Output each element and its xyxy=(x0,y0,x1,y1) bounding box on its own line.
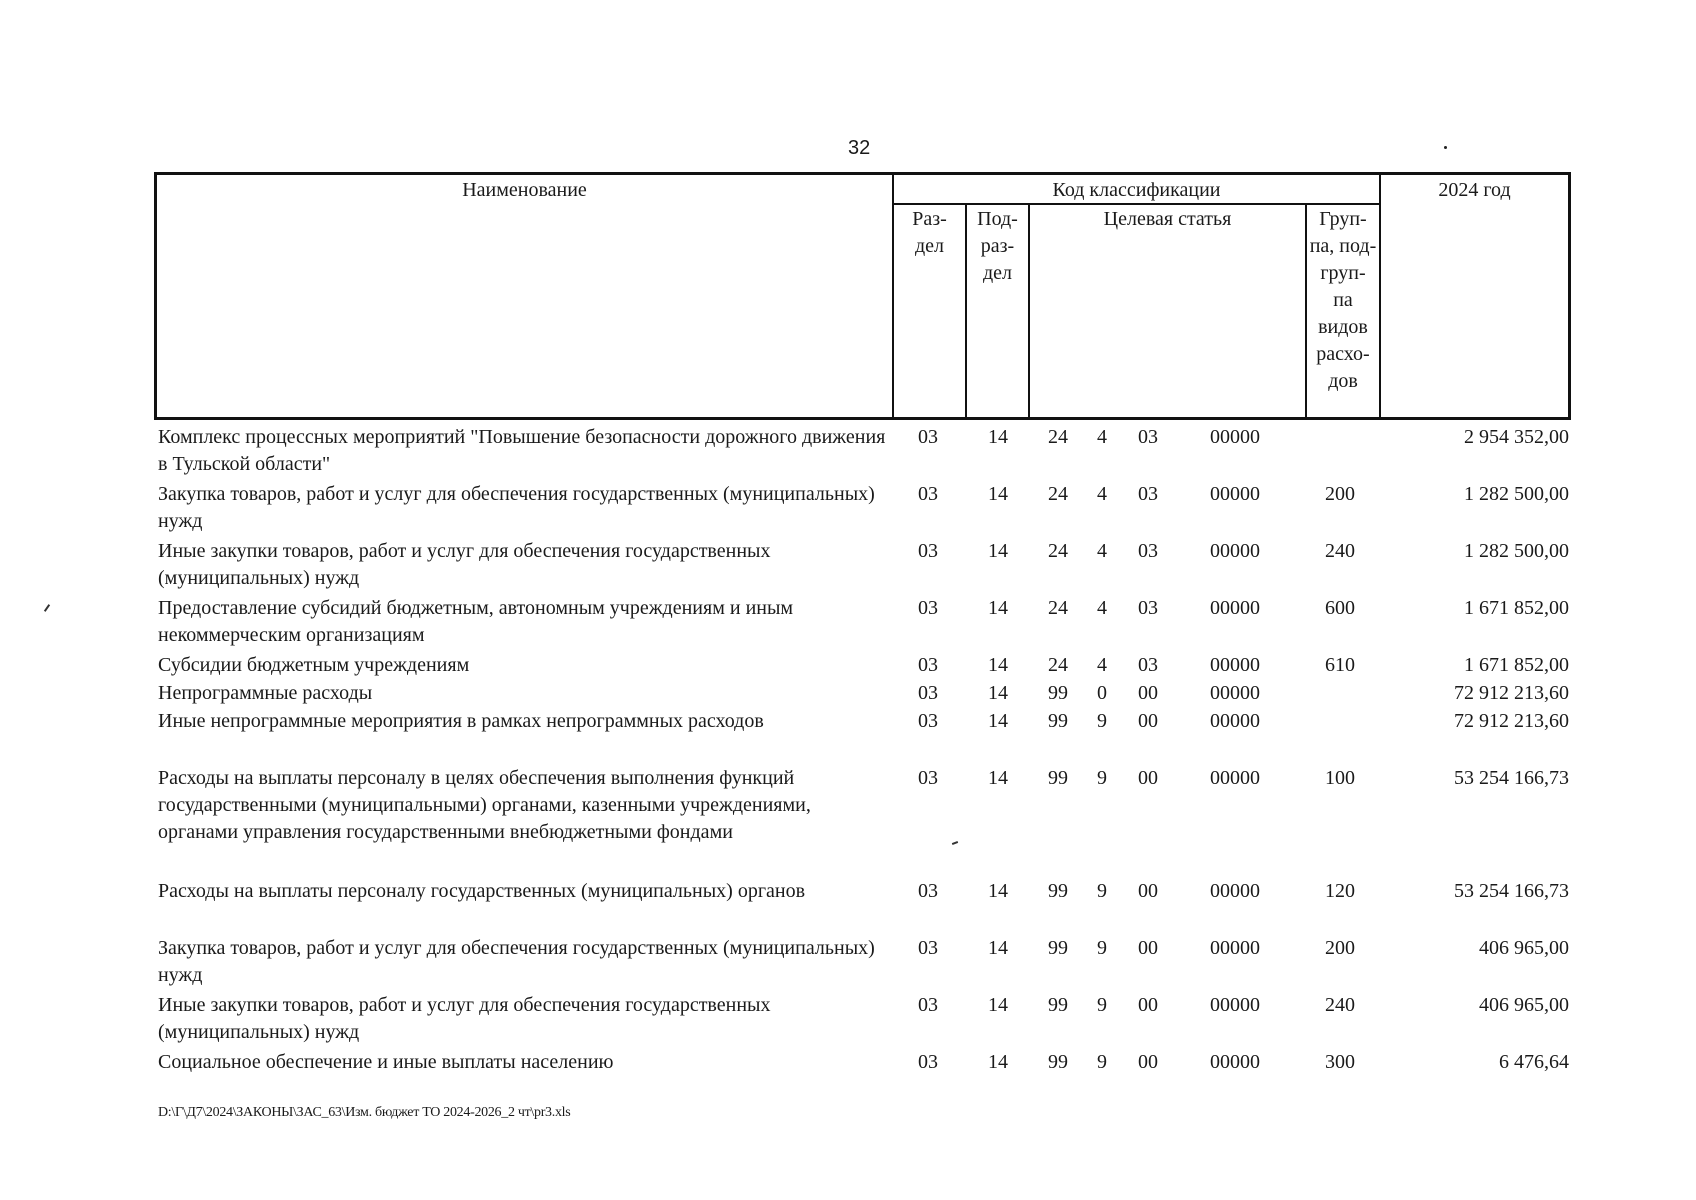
row-target-direction: 00000 xyxy=(1210,483,1260,505)
margin-mark xyxy=(44,604,50,612)
row-target-direction: 00000 xyxy=(1210,994,1260,1016)
row-razdel: 03 xyxy=(918,426,938,448)
row-target-subprogram: 00 xyxy=(1138,994,1158,1016)
row-razdel: 03 xyxy=(918,682,938,704)
row-name: Закупка товаров, работ и услуг для обеспечения государственных (муниципальных) нужд xyxy=(158,483,875,532)
row-target-subprogram: 00 xyxy=(1138,880,1158,902)
row-target-type: 9 xyxy=(1097,880,1107,902)
row-name: Непрограммные расходы xyxy=(158,682,373,704)
row-target-type: 4 xyxy=(1097,426,1107,448)
scan-mark xyxy=(952,841,958,845)
row-target-subprogram: 00 xyxy=(1138,1051,1158,1073)
row-amount: 6 476,64 xyxy=(1499,1051,1569,1073)
row-podrazdel: 14 xyxy=(988,767,1008,789)
row-expense-group: 610 xyxy=(1325,654,1355,676)
row-target-program: 99 xyxy=(1048,994,1068,1016)
row-target-type: 4 xyxy=(1097,540,1107,562)
header-divider xyxy=(1379,175,1381,417)
row-target-subprogram: 00 xyxy=(1138,937,1158,959)
row-razdel: 03 xyxy=(918,880,938,902)
row-target-subprogram: 00 xyxy=(1138,710,1158,732)
row-target-type: 4 xyxy=(1097,654,1107,676)
row-target-direction: 00000 xyxy=(1210,767,1260,789)
row-target-direction: 00000 xyxy=(1210,682,1260,704)
row-name: Предоставление субсидий бюджетным, автономным учреждениям и иным некоммерческим организациям xyxy=(158,597,794,646)
row-name: Комплекс процессных мероприятий "Повышение безопасности дорожного движения в Тульской области" xyxy=(158,426,886,475)
row-name: Социальное обеспечение и иные выплаты населению xyxy=(158,1051,614,1073)
row-target-subprogram: 03 xyxy=(1138,426,1158,448)
row-podrazdel: 14 xyxy=(988,994,1008,1016)
header-podrazdel: Под- раз- дел xyxy=(977,208,1018,284)
row-podrazdel: 14 xyxy=(988,654,1008,676)
row-name: Иные закупки товаров, работ и услуг для обеспечения государственных (муниципальных) нужд xyxy=(158,994,771,1043)
header-name: Наименование xyxy=(462,179,587,201)
row-target-direction: 00000 xyxy=(1210,654,1260,676)
row-podrazdel: 14 xyxy=(988,540,1008,562)
row-target-type: 9 xyxy=(1097,937,1107,959)
row-target-direction: 00000 xyxy=(1210,540,1260,562)
row-target-direction: 00000 xyxy=(1210,710,1260,732)
row-expense-group: 600 xyxy=(1325,597,1355,619)
row-expense-group: 300 xyxy=(1325,1051,1355,1073)
row-razdel: 03 xyxy=(918,597,938,619)
row-podrazdel: 14 xyxy=(988,937,1008,959)
row-amount: 1 671 852,00 xyxy=(1464,654,1569,676)
row-podrazdel: 14 xyxy=(988,710,1008,732)
header-year: 2024 год xyxy=(1438,179,1511,201)
row-amount: 2 954 352,00 xyxy=(1464,426,1569,448)
row-target-subprogram: 03 xyxy=(1138,597,1158,619)
row-amount: 406 965,00 xyxy=(1479,994,1569,1016)
row-target-subprogram: 03 xyxy=(1138,540,1158,562)
header-target-article: Целевая статья xyxy=(1103,208,1232,230)
row-target-type: 4 xyxy=(1097,597,1107,619)
row-target-subprogram: 00 xyxy=(1138,682,1158,704)
row-amount: 72 912 213,60 xyxy=(1454,682,1569,704)
row-target-direction: 00000 xyxy=(1210,426,1260,448)
row-target-program: 24 xyxy=(1048,654,1068,676)
row-name: Иные непрограммные мероприятия в рамках непрограммных расходов xyxy=(158,710,764,732)
row-target-type: 9 xyxy=(1097,710,1107,732)
row-target-subprogram: 00 xyxy=(1138,767,1158,789)
row-name: Расходы на выплаты персоналу в целях обеспечения выполнения функций государственными (муниципальными) органами, казенными учреждениями, органами управления государственными внебюджетными фондами xyxy=(158,767,811,843)
row-name: Субсидии бюджетным учреждениям xyxy=(158,654,470,676)
row-razdel: 03 xyxy=(918,654,938,676)
row-podrazdel: 14 xyxy=(988,1051,1008,1073)
row-amount: 53 254 166,73 xyxy=(1454,880,1569,902)
row-target-type: 9 xyxy=(1097,1051,1107,1073)
row-target-type: 4 xyxy=(1097,483,1107,505)
row-target-subprogram: 03 xyxy=(1138,654,1158,676)
header-group: Груп- па, под- груп- па видов расхо- дов xyxy=(1309,208,1377,392)
row-razdel: 03 xyxy=(918,937,938,959)
header-razdel: Раз- дел xyxy=(912,208,947,257)
row-amount: 1 282 500,00 xyxy=(1464,483,1569,505)
row-target-program: 99 xyxy=(1048,710,1068,732)
table-header xyxy=(154,172,1571,420)
row-target-program: 24 xyxy=(1048,540,1068,562)
row-podrazdel: 14 xyxy=(988,597,1008,619)
row-name: Закупка товаров, работ и услуг для обеспечения государственных (муниципальных) нужд xyxy=(158,937,875,986)
row-expense-group: 200 xyxy=(1325,483,1355,505)
row-razdel: 03 xyxy=(918,710,938,732)
row-target-program: 99 xyxy=(1048,682,1068,704)
header-classification-code: Код классификации xyxy=(1052,179,1221,201)
row-razdel: 03 xyxy=(918,1051,938,1073)
row-target-program: 99 xyxy=(1048,880,1068,902)
row-amount: 72 912 213,60 xyxy=(1454,710,1569,732)
file-path-footer: D:\Г\Д7\2024\ЗАКОНЫ\ЗАС_63\Изм. бюджет ТО 2024-2026_2 чт\pr3.xls xyxy=(158,1105,571,1120)
row-amount: 53 254 166,73 xyxy=(1454,767,1569,789)
row-target-program: 99 xyxy=(1048,937,1068,959)
header-divider xyxy=(1028,203,1030,417)
row-expense-group: 200 xyxy=(1325,937,1355,959)
row-target-type: 9 xyxy=(1097,994,1107,1016)
row-podrazdel: 14 xyxy=(988,426,1008,448)
row-podrazdel: 14 xyxy=(988,483,1008,505)
page-number: 32 xyxy=(848,137,871,159)
row-target-type: 9 xyxy=(1097,767,1107,789)
row-name: Расходы на выплаты персоналу государственных (муниципальных) органов xyxy=(158,880,806,902)
row-razdel: 03 xyxy=(918,767,938,789)
row-target-direction: 00000 xyxy=(1210,597,1260,619)
row-target-direction: 00000 xyxy=(1210,880,1260,902)
row-razdel: 03 xyxy=(918,540,938,562)
row-expense-group: 100 xyxy=(1325,767,1355,789)
row-podrazdel: 14 xyxy=(988,682,1008,704)
row-amount: 1 282 500,00 xyxy=(1464,540,1569,562)
scan-dot xyxy=(1444,146,1447,149)
row-amount: 1 671 852,00 xyxy=(1464,597,1569,619)
row-razdel: 03 xyxy=(918,483,938,505)
row-expense-group: 240 xyxy=(1325,540,1355,562)
row-amount: 406 965,00 xyxy=(1479,937,1569,959)
row-name: Иные закупки товаров, работ и услуг для обеспечения государственных (муниципальных) нужд xyxy=(158,540,771,589)
row-expense-group: 120 xyxy=(1325,880,1355,902)
row-target-subprogram: 03 xyxy=(1138,483,1158,505)
row-target-type: 0 xyxy=(1097,682,1107,704)
row-podrazdel: 14 xyxy=(988,880,1008,902)
row-target-program: 24 xyxy=(1048,426,1068,448)
row-target-direction: 00000 xyxy=(1210,937,1260,959)
row-expense-group: 240 xyxy=(1325,994,1355,1016)
row-target-program: 99 xyxy=(1048,767,1068,789)
row-target-program: 24 xyxy=(1048,597,1068,619)
row-target-direction: 00000 xyxy=(1210,1051,1260,1073)
row-target-program: 99 xyxy=(1048,1051,1068,1073)
row-target-program: 24 xyxy=(1048,483,1068,505)
row-razdel: 03 xyxy=(918,994,938,1016)
